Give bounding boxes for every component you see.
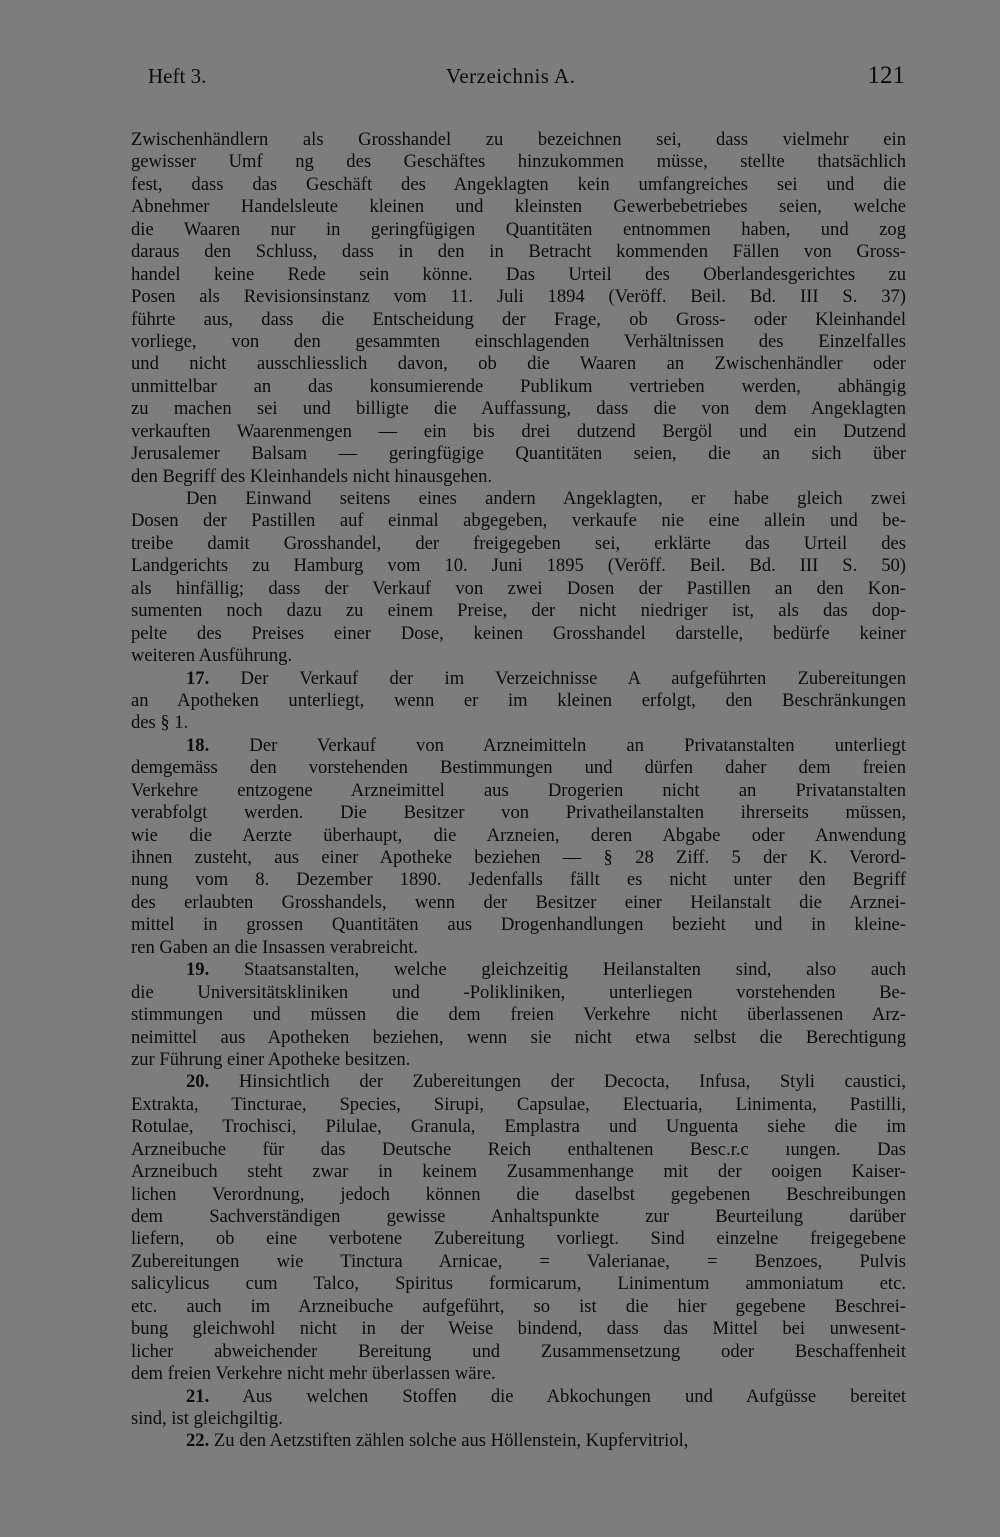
text-line (131, 533, 906, 555)
text-line (131, 1139, 906, 1161)
text-line (131, 286, 906, 308)
line-text: fest, dass das Geschäft des Angeklagten kein umfangreiches sei und die (131, 173, 906, 195)
line-text: führte aus, dass die Entscheidung der Frage, ob Gross- oder Kleinhandel (131, 308, 906, 330)
text-line (131, 802, 906, 824)
text-line (131, 1273, 906, 1295)
header-title: Verzeichnis A. (446, 64, 576, 88)
header-issue: Heft 3. (148, 64, 207, 88)
text-line (131, 735, 906, 757)
text-line (131, 1094, 906, 1116)
text-line (131, 421, 906, 443)
text-line (131, 1363, 906, 1385)
paragraph-number: 18. (186, 734, 210, 756)
line-text: des § 1. (131, 712, 189, 734)
line-text: wie die Aerzte überhaupt, die Arzneien, deren Abgabe oder Anwendung (131, 824, 906, 846)
line-text: etc. auch im Arzneibuche aufgeführt, so ist die hier gegebene Beschrei- (131, 1295, 906, 1317)
text-line (131, 982, 906, 1004)
line-text: Den Einwand seitens eines andern Angeklagten, er habe gleich zwei (186, 488, 906, 509)
text-line (131, 398, 906, 420)
text-line (131, 847, 906, 869)
line-text: Posen als Revisionsinstanz vom 11. Juli 1894 (Veröff. Beil. Bd. III S. 37) (131, 286, 906, 308)
text-line (131, 510, 906, 532)
text-line (131, 1408, 906, 1430)
line-text: verabfolgt werden. Die Besitzer von Privatheilanstalten ihrerseits müssen, (131, 802, 906, 824)
line-text: mittel in grossen Quantitäten aus Drogenhandlungen bezieht und in kleine- (131, 914, 906, 936)
line-text: bung gleichwohl nicht in der Weise bindend, dass das Mittel bei unwesent- (131, 1318, 906, 1340)
text-line (131, 623, 906, 645)
line-text: Aus welchen Stoffen die Abkochungen und Aufgüsse bereitet (242, 1385, 906, 1407)
text-line (131, 1116, 906, 1138)
line-text: des erlaubten Grosshandels, wenn der Besitzer einer Heilanstalt die Arznei- (131, 891, 906, 913)
text-line (131, 1071, 906, 1093)
text-line (131, 353, 906, 375)
line-text: Rotulae, Trochisci, Pilulae, Granula, Emplastra und Unguenta siehe die im (131, 1116, 906, 1138)
paragraph (131, 488, 906, 668)
text-line (131, 1161, 906, 1183)
line-text: licher abweichender Bereitung und Zusammensetzung oder Beschaffenheit (131, 1340, 906, 1362)
page-number: 121 (867, 62, 905, 89)
line-text: den Begriff des Kleinhandels nicht hinausgehen. (131, 465, 493, 487)
line-text: sumenten noch dazu zu einem Preise, der nicht niedriger ist, als das dop- (131, 600, 906, 622)
line-text: Extrakta, Tincturae, Species, Sirupi, Capsulae, Electuaria, Linimenta, Pastilli, (131, 1093, 906, 1115)
text-line (131, 645, 906, 667)
line-text: demgemäss den vorstehenden Bestimmungen und dürfen daher dem freien (131, 757, 906, 779)
line-text: Landgerichts zu Hamburg vom 10. Juni 1895 (Veröff. Beil. Bd. III S. 50) (131, 555, 906, 577)
text-line (131, 600, 906, 622)
text-line (131, 376, 906, 398)
text-line (131, 129, 906, 151)
text-line (131, 466, 906, 488)
line-text: handel keine Rede sein könne. Das Urteil des Oberlandesgerichtes zu (131, 263, 906, 285)
line-text: Verkehre entzogene Arzneimittel aus Drogerien nicht an Privatanstalten (131, 779, 906, 801)
line-text: Zwischenhändlern als Grosshandel zu bezeichnen sei, dass vielmehr ein (131, 129, 906, 150)
line-text: zur Führung einer Apotheke besitzen. (131, 1048, 411, 1070)
text-line (131, 914, 906, 936)
paragraph-number: 21. (186, 1385, 210, 1407)
line-text: daraus den Schluss, dass in den in Betracht kommenden Fällen von Gross- (131, 241, 906, 263)
paragraph-number: 20. (186, 1071, 210, 1093)
text-line (131, 1206, 906, 1228)
line-text: Zubereitungen wie Tinctura Arnicae, = Valerianae, = Benzoes, Pulvis (131, 1250, 906, 1272)
line-text: Zu den Aetzstiften zählen solche aus Höllenstein, Kupfervitriol, (213, 1430, 689, 1452)
numbered-paragraph (131, 668, 906, 735)
line-text: Staatsanstalten, welche gleichzeitig Heilanstalten sind, also auch (244, 959, 906, 981)
line-text: stimmungen und müssen die dem freien Verkehre nicht überlassenen Arz- (131, 1004, 906, 1026)
text-line (131, 892, 906, 914)
line-text: ihnen zusteht, aus einer Apotheke beziehen — § 28 Ziff. 5 der K. Verord- (131, 847, 906, 868)
text-line (131, 331, 906, 353)
line-text: die Waaren nur in geringfügigen Quantitäten entnommen haben, und zog (131, 218, 906, 240)
line-text: Arzneibuch steht zwar in keinem Zusammenhange mit der ooigen Kaiser- (131, 1161, 906, 1183)
text-line (131, 712, 906, 734)
text-line (131, 578, 906, 600)
text-line (131, 825, 906, 847)
text-line (131, 151, 906, 173)
line-text: nung vom 8. Dezember 1890. Jedenfalls fällt es nicht unter den Begriff (131, 869, 906, 891)
text-line (131, 869, 906, 891)
line-text: Arzneibuche für das Deutsche Reich enthaltenen Besc.r.c ıungen. Das (131, 1138, 906, 1160)
line-text: treibe damit Grosshandel, der freigegeben sei, erklärte das Urteil des (131, 532, 906, 554)
text-line (131, 1049, 906, 1071)
numbered-paragraph (131, 1430, 906, 1452)
line-text: pelte des Preises einer Dose, keinen Grosshandel darstelle, bedürfe keiner (131, 622, 906, 644)
text-line (131, 1386, 906, 1408)
text-line (131, 1228, 906, 1250)
line-text: die Universitätskliniken und -Polikliniken, unterliegen vorstehenden Be- (131, 981, 906, 1003)
text-line (131, 555, 906, 577)
text-line (131, 1027, 906, 1049)
text-line (131, 1341, 906, 1363)
line-text: Jerusalemer Balsam — geringfügige Quantitäten seien, die an sich über (131, 443, 906, 465)
paragraph-number: 17. (186, 667, 210, 689)
text-line (131, 959, 906, 981)
body-text (131, 129, 906, 1453)
numbered-paragraph (131, 1071, 906, 1385)
line-text: gewisser Umf ng des Geschäftes hinzukommen müsse, stellte thatsächlich (131, 151, 906, 173)
line-text: Abnehmer Handelsleute kleinen und kleinsten Gewerbebetriebes seien, welche (131, 196, 906, 218)
text-line (131, 443, 906, 465)
line-text: Der Verkauf der im Verzeichnisse A aufgeführten Zubereitungen (240, 667, 906, 689)
text-line (131, 1251, 906, 1273)
paragraph-number: 19. (186, 959, 210, 981)
line-text: unmittelbar an das konsumierende Publikum vertrieben werden, abhängig (131, 375, 906, 397)
text-line (131, 757, 906, 779)
text-line (131, 1296, 906, 1318)
text-line (131, 309, 906, 331)
text-line (131, 668, 906, 690)
text-line (131, 488, 906, 510)
text-line (131, 937, 906, 959)
line-text: neimittel aus Apotheken beziehen, wenn sie nicht etwa selbst die Berechtigung (131, 1026, 906, 1048)
line-text: salicylicus cum Talco, Spiritus formicarum, Linimentum ammoniatum etc. (131, 1273, 906, 1295)
line-text: und nicht ausschliesslich davon, ob die Waaren an Zwischenhändler oder (131, 353, 906, 375)
text-line (131, 174, 906, 196)
text-line (131, 241, 906, 263)
text-line (131, 690, 906, 712)
text-line (131, 1430, 906, 1452)
line-text: als hinfällig; dass der Verkauf von zwei Dosen der Pastillen an den Kon- (131, 577, 906, 599)
paragraph-number: 22. (186, 1430, 210, 1452)
numbered-paragraph (131, 959, 906, 1071)
line-text: dem freien Verkehre nicht mehr überlassen wäre. (131, 1363, 496, 1385)
line-text: verkauften Waarenmengen — ein bis drei dutzend Bergöl und ein Dutzend (131, 420, 906, 442)
running-header (130, 64, 905, 100)
line-text: zu machen sei und billigte die Auffassung, dass die von dem Angeklagten (131, 398, 906, 420)
line-text: lichen Verordnung, jedoch können die daselbst gegebenen Beschreibungen (131, 1183, 906, 1205)
line-text: liefern, ob eine verbotene Zubereitung vorliegt. Sind einzelne freigegebene (131, 1228, 906, 1250)
line-text: an Apotheken unterliegt, wenn er im kleinen erfolgt, den Beschränkungen (131, 689, 906, 711)
text-line (131, 1004, 906, 1026)
line-text: sind, ist gleichgiltig. (131, 1407, 283, 1429)
text-line (131, 1184, 906, 1206)
line-text: dem Sachverständigen gewisse Anhaltspunkte zur Beurteilung darüber (131, 1206, 906, 1227)
paragraph (131, 129, 906, 488)
line-text: ren Gaben an die Insassen verabreicht. (131, 936, 419, 958)
text-line (131, 1318, 906, 1340)
line-text: Der Verkauf von Arzneimitteln an Privatanstalten unterliegt (249, 734, 906, 756)
text-line (131, 264, 906, 286)
numbered-paragraph (131, 1386, 906, 1431)
text-line (131, 196, 906, 218)
line-text: vorliege, von den gesammten einschlagenden Verhältnissen des Einzelfalles (131, 330, 906, 352)
line-text: Dosen der Pastillen auf einmal abgegeben, verkaufe nie eine allein und be- (131, 510, 906, 532)
line-text: Hinsichtlich der Zubereitungen der Decocta, Infusa, Styli caustici, (238, 1071, 906, 1093)
text-line (131, 780, 906, 802)
line-text: weiteren Ausführung. (131, 645, 293, 667)
numbered-paragraph (131, 735, 906, 959)
text-line (131, 219, 906, 241)
